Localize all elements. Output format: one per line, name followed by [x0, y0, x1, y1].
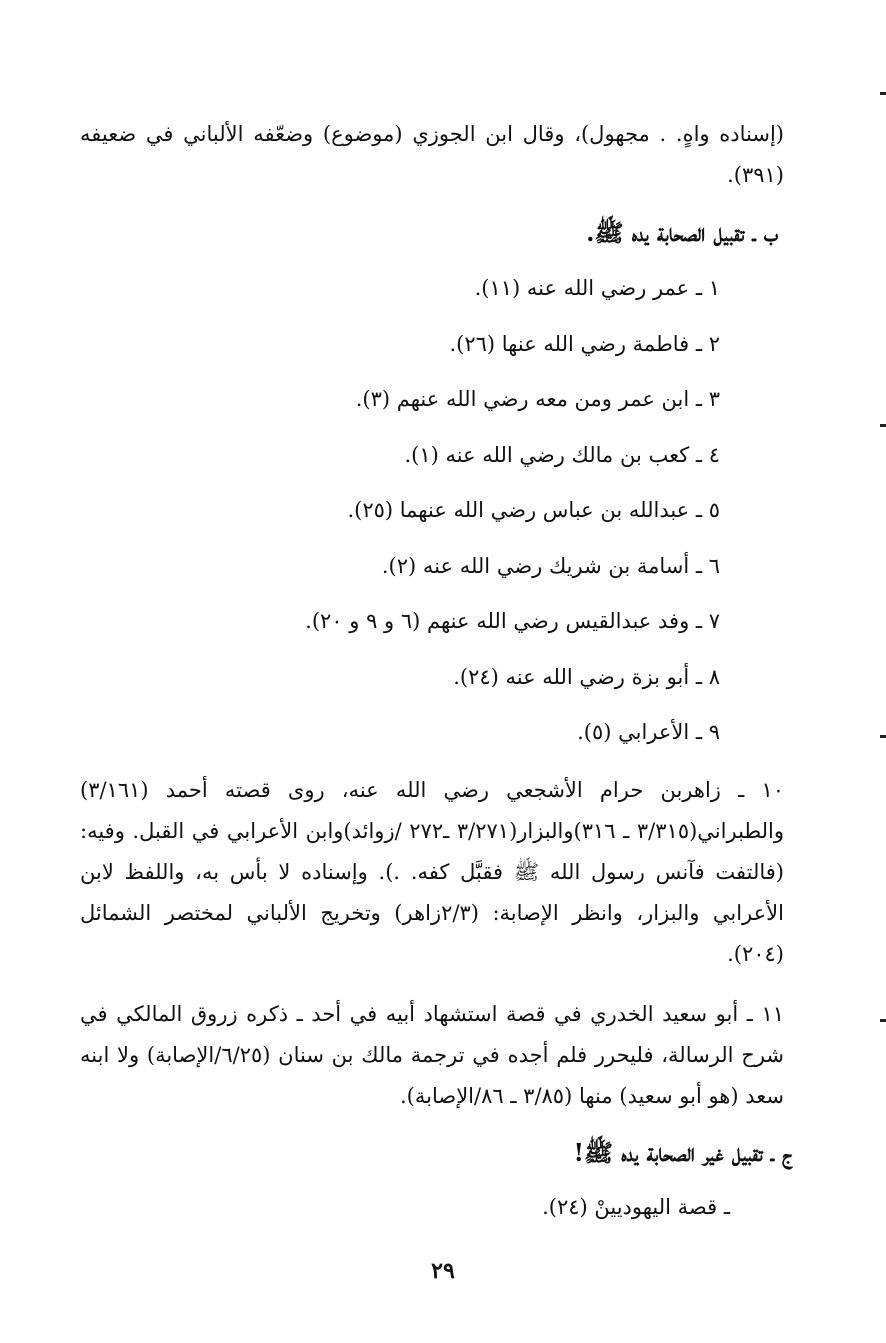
section-b-heading: ب ـ تقبيل الصحابة يده ﷺ. — [586, 218, 778, 247]
list-item-10: ١٠ ـ زاهربن حرام الأشجعي رضي الله عنه، روى قصته أحمد (٣/١٦١) والطبراني(٣/٣١٥ ـ ٣١٦)والبزار(٣/٢٧١ ـ٢٧٢ /زوائد)وابن الأعرابي في القبل. وفيه: (فالتفت فآنس رسول الله ﷺ فقبَّل كفه. .). وإسناده لا بأس به، واللفظ لابن الأعرابي والبزار، وانظر الإصابة: (٢/٣زاهر) وتخريج الألباني لمختصر الشمائل (٢٠٤). — [80, 778, 785, 966]
scan-edge-mark — [880, 424, 886, 427]
intro-paragraph: (إسناده واهٍ. . مجهول)، وقال ابن الجوزي (موضوع) وضعّفه الألباني في ضعيفه (٣٩١). — [80, 122, 784, 187]
list-item: ٩ ـ الأعرابي (٥). — [577, 720, 720, 744]
scan-edge-mark — [880, 735, 886, 738]
scan-edge-mark — [880, 1019, 886, 1022]
list-item: ٦ ـ أسامة بن شريك رضي الله عنه (٢). — [381, 554, 720, 578]
page-number: ٢٩ — [431, 1258, 455, 1284]
list-item: ٨ ـ أبو بزة رضي الله عنه (٢٤). — [453, 665, 720, 689]
list-item-11: ١١ ـ أبو سعيد الخدري في قصة استشهاد أبيه في أحد ـ ذكره زروق المالكي في شرح الرسالة، فليحرر فلم أجده في ترجمة مالك بن سنان (٦/٢٥/الإصابة) ولا ابنه سعد (هو أبو سعيد) منها (٣/٨٥ ـ ٨٦/الإصابة). — [80, 1002, 784, 1108]
list-item: ٤ ـ كعب بن مالك رضي الله عنه (١). — [404, 443, 720, 467]
list-item: ٣ ـ ابن عمر ومن معه رضي الله عنهم (٣). — [355, 387, 720, 411]
section-c-heading: ج ـ تقبيل غير الصحابة يده ﷺ! — [573, 1138, 792, 1167]
list-item: ١ ـ عمر رضي الله عنه (١١). — [474, 276, 720, 300]
list-item: ٧ ـ وفد عبدالقيس رضي الله عنهم (٦ و ٩ و ٢٠). — [305, 609, 720, 633]
scan-edge-mark — [880, 92, 886, 95]
list-item: ـ قصة اليهوديينْ (٢٤). — [542, 1195, 730, 1219]
list-item: ٥ ـ عبدالله بن عباس رضي الله عنهما (٢٥). — [347, 498, 720, 522]
list-item: ٢ ـ فاطمة رضي الله عنها (٢٦). — [449, 332, 720, 356]
